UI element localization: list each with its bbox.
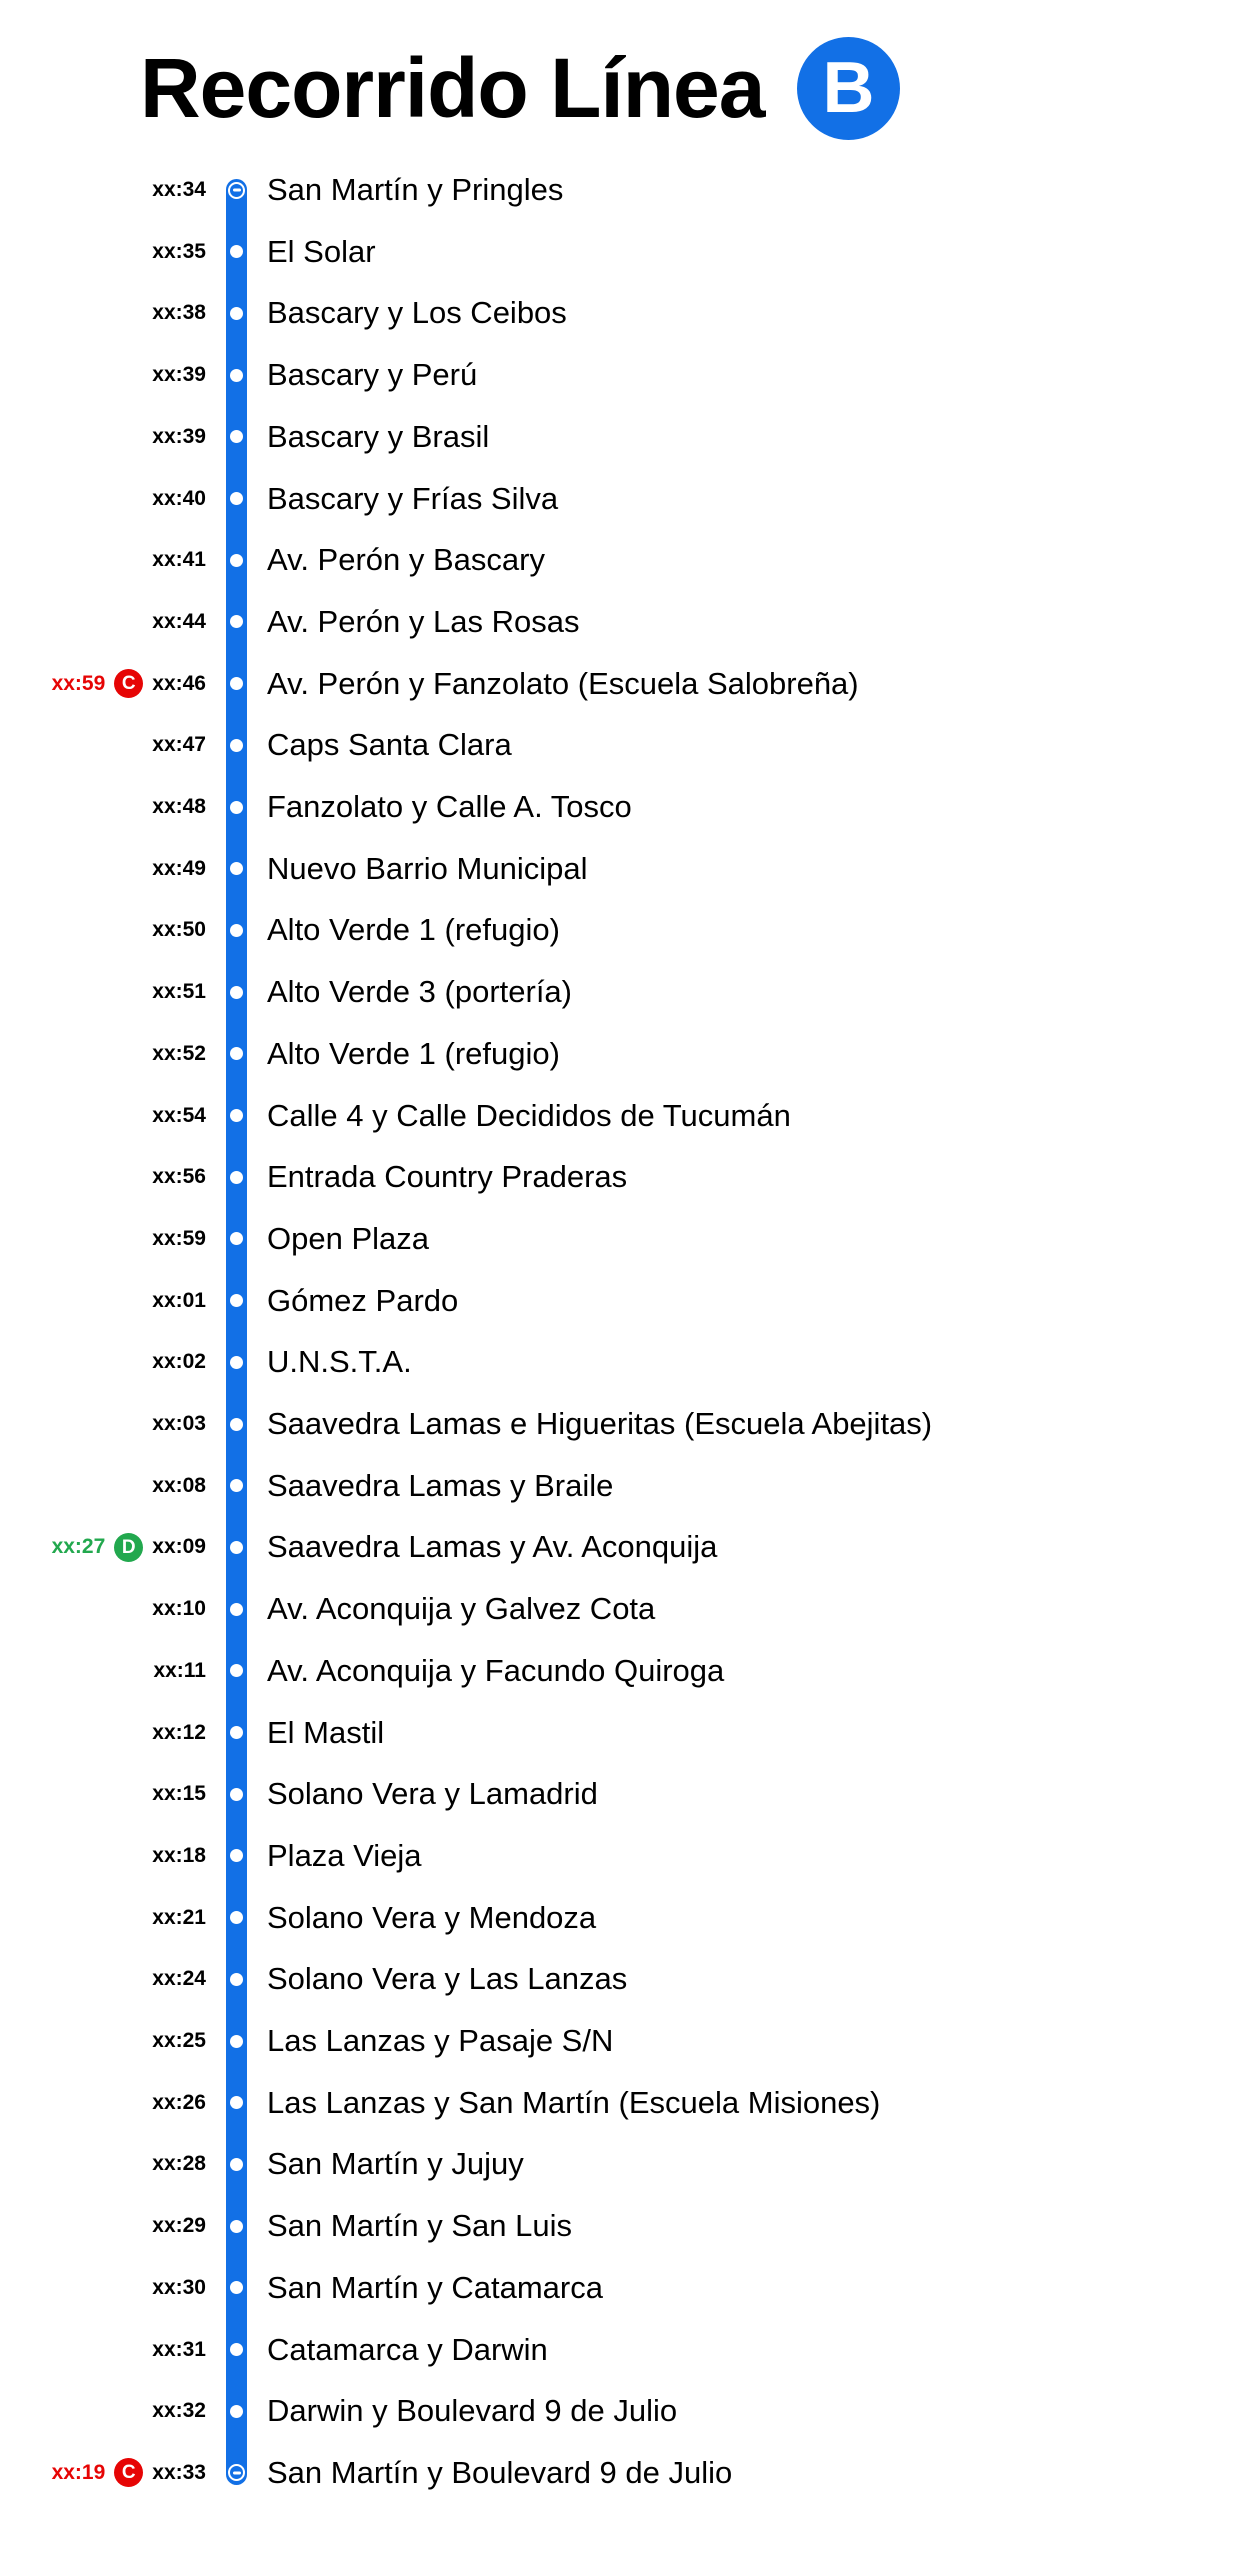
stop-dot-icon xyxy=(230,615,243,628)
stop-time-label: xx:32 xyxy=(152,2399,206,2423)
stop-time-label: xx:02 xyxy=(152,1350,206,1374)
marker-column xyxy=(206,1849,267,1862)
stop-dot-icon xyxy=(230,2281,243,2294)
times-group xyxy=(0,548,206,572)
marker-column xyxy=(206,182,267,199)
stop-time-label: xx:54 xyxy=(152,1103,206,1127)
stop-name-label: Saavedra Lamas y Av. Aconquija xyxy=(267,1529,718,1565)
stop-dot-icon xyxy=(230,924,243,937)
stop-name-label: Entrada Country Praderas xyxy=(267,1159,628,1195)
stop-name-label: Calle 4 y Calle Decididos de Tucumán xyxy=(267,1097,791,1133)
stop-name-label: San Martín y Boulevard 9 de Julio xyxy=(267,2454,733,2490)
marker-column xyxy=(206,430,267,443)
marker-column xyxy=(206,862,267,875)
stop-name-label: Alto Verde 3 (portería) xyxy=(267,974,572,1010)
stop-row xyxy=(0,1023,1255,1085)
stop-name-label: Darwin y Boulevard 9 de Julio xyxy=(267,2393,678,2429)
stop-row xyxy=(0,1393,1255,1455)
marker-column xyxy=(206,1294,267,1307)
marker-column xyxy=(206,1109,267,1122)
times-group xyxy=(0,669,206,698)
stop-dot-icon xyxy=(230,1849,243,1862)
marker-column xyxy=(206,245,267,258)
times-group xyxy=(0,1104,206,1128)
stop-name-label: Av. Aconquija y Facundo Quiroga xyxy=(267,1652,725,1688)
stop-row xyxy=(0,1085,1255,1147)
transfer-line-badge-icon: C xyxy=(114,669,143,698)
stop-time-label: xx:51 xyxy=(152,980,206,1004)
stop-time-label: xx:15 xyxy=(152,1782,206,1806)
times-group xyxy=(0,2338,206,2362)
stop-name-label: Catamarca y Darwin xyxy=(267,2331,548,2367)
stop-time-label: xx:47 xyxy=(152,733,206,757)
stop-time-label: xx:46 xyxy=(152,671,206,695)
stop-dot-icon xyxy=(230,1232,243,1245)
stop-dot-icon xyxy=(230,1664,243,1677)
times-group xyxy=(0,610,206,634)
times-group xyxy=(0,1474,206,1498)
stop-name-label: Av. Perón y Las Rosas xyxy=(267,603,580,639)
times-group xyxy=(0,301,206,325)
stop-name-label: U.N.S.T.A. xyxy=(267,1344,412,1380)
times-group xyxy=(0,857,206,881)
stop-time-label: xx:09 xyxy=(152,1535,206,1559)
stop-row xyxy=(0,1331,1255,1393)
stop-row xyxy=(0,2257,1255,2319)
stop-dot-icon xyxy=(230,1788,243,1801)
stop-dot-icon xyxy=(230,2158,243,2171)
marker-column xyxy=(206,615,267,628)
stop-name-label: Bascary y Los Ceibos xyxy=(267,295,567,331)
marker-column xyxy=(206,801,267,814)
stop-row xyxy=(0,653,1255,715)
marker-column xyxy=(206,986,267,999)
times-group xyxy=(0,178,206,202)
marker-column xyxy=(206,677,267,690)
stop-row xyxy=(0,1578,1255,1640)
stop-dot-icon xyxy=(230,801,243,814)
stop-dot-icon xyxy=(230,554,243,567)
stop-dot-icon xyxy=(230,1911,243,1924)
stop-name-label: El Solar xyxy=(267,233,376,269)
stop-name-label: Bascary y Brasil xyxy=(267,418,490,454)
stop-time-label: xx:26 xyxy=(152,2090,206,2114)
stop-row xyxy=(0,1702,1255,1764)
stop-row xyxy=(0,2010,1255,2072)
stop-row xyxy=(0,1270,1255,1332)
stop-dot-icon xyxy=(230,1726,243,1739)
marker-column xyxy=(206,1664,267,1677)
stop-time-label: xx:18 xyxy=(152,1843,206,1867)
marker-column xyxy=(206,1911,267,1924)
stop-time-label: xx:30 xyxy=(152,2275,206,2299)
stop-row xyxy=(0,2133,1255,2195)
stop-name-label: Alto Verde 1 (refugio) xyxy=(267,912,560,948)
stop-name-label: San Martín y San Luis xyxy=(267,2208,572,2244)
times-group xyxy=(0,1289,206,1313)
times-group xyxy=(0,1533,206,1562)
stop-name-label: Bascary y Perú xyxy=(267,357,478,393)
stop-row xyxy=(0,1208,1255,1270)
stop-dot-icon xyxy=(230,492,243,505)
times-group xyxy=(0,2029,206,2053)
stop-name-label: Bascary y Frías Silva xyxy=(267,480,559,516)
times-group xyxy=(0,2152,206,2176)
marker-column xyxy=(206,2096,267,2109)
stop-row xyxy=(0,529,1255,591)
marker-column xyxy=(206,2281,267,2294)
stop-dot-icon xyxy=(230,1541,243,1554)
marker-column xyxy=(206,1418,267,1431)
stop-dot-icon xyxy=(230,2035,243,2048)
stop-dot-icon xyxy=(230,245,243,258)
stop-time-label: xx:44 xyxy=(152,609,206,633)
stop-time-label: xx:25 xyxy=(152,2029,206,2052)
stop-row xyxy=(0,1516,1255,1578)
stop-dot-icon xyxy=(230,677,243,690)
stop-time-label: xx:21 xyxy=(152,1905,206,1929)
transfer-line-badge-icon: C xyxy=(114,2458,143,2487)
stop-time-label: xx:59 xyxy=(152,1226,206,1250)
times-group xyxy=(0,2214,206,2238)
marker-column xyxy=(206,492,267,505)
marker-column xyxy=(206,1232,267,1245)
stop-row xyxy=(0,1948,1255,2010)
stop-name-label: Plaza Vieja xyxy=(267,1837,422,1873)
times-group xyxy=(0,1350,206,1374)
stop-dot-icon xyxy=(230,1294,243,1307)
stop-row xyxy=(0,1146,1255,1208)
stop-row xyxy=(0,838,1255,900)
line-b-badge-icon: B xyxy=(797,37,900,140)
transfer-line-badge-icon: D xyxy=(114,1533,143,1562)
transfer-time-label: xx:59 xyxy=(51,671,106,695)
stop-time-label: xx:39 xyxy=(152,424,206,448)
stop-time-label: xx:24 xyxy=(152,1967,206,1991)
stop-time-label: xx:50 xyxy=(152,918,206,942)
stop-row xyxy=(0,344,1255,406)
marker-column xyxy=(206,1541,267,1554)
marker-column xyxy=(206,554,267,567)
stop-dot-icon xyxy=(230,1109,243,1122)
stop-name-label: San Martín y Catamarca xyxy=(267,2269,603,2305)
stop-dot-icon xyxy=(230,1603,243,1616)
times-group xyxy=(0,733,206,757)
stop-row xyxy=(0,899,1255,961)
stop-dot-icon xyxy=(230,739,243,752)
times-group xyxy=(0,2458,206,2487)
marker-column xyxy=(206,2343,267,2356)
times-group xyxy=(0,2276,206,2300)
stop-name-label: Fanzolato y Calle A. Tosco xyxy=(267,789,632,824)
times-group xyxy=(0,1844,206,1868)
stop-time-label: xx:49 xyxy=(152,856,206,880)
marker-column xyxy=(206,1047,267,1060)
stop-row xyxy=(0,1763,1255,1825)
marker-column xyxy=(206,1603,267,1616)
stop-dot-icon xyxy=(230,307,243,320)
marker-column xyxy=(206,2035,267,2048)
stop-row xyxy=(0,468,1255,530)
stop-row xyxy=(0,714,1255,776)
stop-dot-icon xyxy=(230,2096,243,2109)
marker-column xyxy=(206,2405,267,2418)
stop-row xyxy=(0,221,1255,283)
times-group xyxy=(0,240,206,264)
page-title: Recorrido Línea xyxy=(140,41,765,135)
times-group xyxy=(0,1782,206,1806)
times-group xyxy=(0,425,206,449)
marker-column xyxy=(206,307,267,320)
stop-name-label: Av. Aconquija y Galvez Cota xyxy=(267,1591,656,1627)
times-group xyxy=(0,1906,206,1930)
stop-row xyxy=(0,1825,1255,1887)
stop-row xyxy=(0,591,1255,653)
stop-row xyxy=(0,2072,1255,2134)
stop-dot-icon xyxy=(230,1047,243,1060)
marker-column xyxy=(206,924,267,937)
stop-name-label: Solano Vera y Las Lanzas xyxy=(267,1961,628,1997)
stop-dot-icon xyxy=(230,2343,243,2356)
times-group xyxy=(0,1967,206,1991)
stop-name-label: Saavedra Lamas y Braile xyxy=(267,1467,614,1503)
stop-row xyxy=(0,1887,1255,1949)
stop-name-label: Av. Perón y Bascary xyxy=(267,542,545,578)
stop-name-label: Las Lanzas y San Martín (Escuela Misiones) xyxy=(267,2084,881,2120)
times-group xyxy=(0,1721,206,1745)
stop-name-label: Caps Santa Clara xyxy=(267,727,512,763)
stop-time-label: xx:40 xyxy=(152,486,206,510)
stop-dot-icon xyxy=(230,369,243,382)
stop-row xyxy=(0,1455,1255,1517)
stop-row xyxy=(0,961,1255,1023)
times-group xyxy=(0,918,206,942)
stop-time-label: xx:12 xyxy=(152,1720,206,1744)
times-group xyxy=(0,2091,206,2115)
stop-time-label: xx:08 xyxy=(152,1473,206,1497)
marker-column xyxy=(206,2220,267,2233)
terminus-marker-icon xyxy=(228,2464,245,2481)
stop-name-label: Open Plaza xyxy=(267,1220,429,1256)
stop-row xyxy=(0,406,1255,468)
stop-row xyxy=(0,282,1255,344)
times-group xyxy=(0,1412,206,1436)
stop-time-label: xx:31 xyxy=(152,2337,206,2361)
stop-name-label: Solano Vera y Mendoza xyxy=(267,1899,597,1935)
stop-name-label: San Martín y Jujuy xyxy=(267,2146,524,2182)
stop-row xyxy=(0,2195,1255,2257)
marker-column xyxy=(206,1788,267,1801)
times-group xyxy=(0,1165,206,1189)
stop-name-label: Nuevo Barrio Municipal xyxy=(267,850,588,886)
times-group xyxy=(0,363,206,387)
stop-row xyxy=(0,159,1255,221)
stop-dot-icon xyxy=(230,862,243,875)
stop-dot-icon xyxy=(230,986,243,999)
stop-name-label: Av. Perón y Fanzolato (Escuela Salobreña) xyxy=(267,665,859,701)
stop-row xyxy=(0,2442,1255,2504)
stop-time-label: xx:48 xyxy=(152,795,206,818)
stop-name-label: Gómez Pardo xyxy=(267,1282,459,1318)
stop-row xyxy=(0,2380,1255,2442)
stop-row xyxy=(0,1640,1255,1702)
times-group xyxy=(0,1227,206,1251)
terminus-marker-icon xyxy=(228,182,245,199)
stop-dot-icon xyxy=(230,2220,243,2233)
marker-column xyxy=(206,1171,267,1184)
stop-dot-icon xyxy=(230,430,243,443)
stop-name-label: Alto Verde 1 (refugio) xyxy=(267,1035,560,1071)
stop-dot-icon xyxy=(230,1171,243,1184)
stop-time-label: xx:39 xyxy=(152,363,206,387)
stop-time-label: xx:11 xyxy=(153,1658,206,1682)
stop-time-label: xx:33 xyxy=(152,2460,206,2484)
marker-column xyxy=(206,1973,267,1986)
stop-time-label: xx:29 xyxy=(152,2214,206,2238)
times-group xyxy=(0,1659,206,1683)
marker-column xyxy=(206,2464,267,2481)
marker-column xyxy=(206,1479,267,1492)
marker-column xyxy=(206,1726,267,1739)
stop-time-label: xx:34 xyxy=(152,178,206,201)
stop-row xyxy=(0,2319,1255,2381)
stop-row xyxy=(0,776,1255,838)
stop-dot-icon xyxy=(230,2405,243,2418)
stop-dot-icon xyxy=(230,1356,243,1369)
stop-dot-icon xyxy=(230,1418,243,1431)
stop-time-label: xx:56 xyxy=(152,1165,206,1189)
times-group xyxy=(0,1597,206,1621)
transfer-time-label: xx:27 xyxy=(51,1535,106,1559)
stop-time-label: xx:10 xyxy=(152,1597,206,1621)
stop-dot-icon xyxy=(230,1973,243,1986)
times-group xyxy=(0,487,206,511)
marker-column xyxy=(206,369,267,382)
marker-column xyxy=(206,2158,267,2171)
marker-column xyxy=(206,739,267,752)
stop-name-label: Solano Vera y Lamadrid xyxy=(267,1776,598,1812)
stop-name-label: El Mastil xyxy=(267,1714,385,1750)
stop-time-label: xx:52 xyxy=(152,1041,206,1065)
stop-time-label: xx:35 xyxy=(152,239,206,263)
stop-time-label: xx:41 xyxy=(152,548,206,572)
stop-name-label: San Martín y Pringles xyxy=(267,172,564,207)
times-group xyxy=(0,2399,206,2423)
stop-time-label: xx:28 xyxy=(152,2152,206,2176)
stop-name-label: Las Lanzas y Pasaje S/N xyxy=(267,2023,614,2058)
times-group xyxy=(0,795,206,819)
stop-time-label: xx:38 xyxy=(152,301,206,325)
stop-dot-icon xyxy=(230,1479,243,1492)
stop-time-label: xx:03 xyxy=(152,1412,206,1435)
transfer-time-label: xx:19 xyxy=(51,2460,106,2484)
times-group xyxy=(0,980,206,1004)
marker-column xyxy=(206,1356,267,1369)
stop-time-label: xx:01 xyxy=(152,1288,206,1312)
times-group xyxy=(0,1042,206,1066)
stop-name-label: Saavedra Lamas e Higueritas (Escuela Abejitas) xyxy=(267,1406,933,1441)
